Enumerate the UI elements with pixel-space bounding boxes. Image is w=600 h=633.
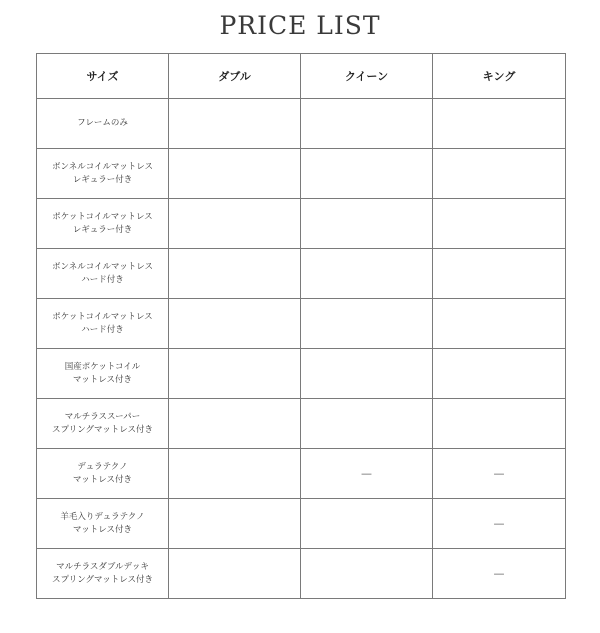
price-cell-double bbox=[169, 449, 301, 499]
price-cell-queen bbox=[301, 399, 433, 449]
table-row bbox=[37, 99, 566, 149]
price-cell-double bbox=[169, 399, 301, 449]
price-cell-double bbox=[169, 149, 301, 199]
row-label bbox=[37, 449, 169, 499]
header-size: サイズ bbox=[37, 54, 169, 99]
row-label bbox=[37, 349, 169, 399]
price-cell-queen: — bbox=[301, 449, 433, 499]
table-row bbox=[37, 299, 566, 349]
price-cell-queen bbox=[301, 299, 433, 349]
row-label bbox=[37, 149, 169, 199]
row-label-line: ボンネルコイルマットレス bbox=[52, 261, 153, 272]
header-queen: クイーン bbox=[301, 54, 433, 99]
row-label-line: スプリングマットレス付き bbox=[52, 574, 153, 585]
header-double: ダブル bbox=[169, 54, 301, 99]
row-label-line: フレームのみ bbox=[77, 118, 128, 128]
price-cell-double bbox=[169, 199, 301, 249]
price-cell-queen bbox=[301, 249, 433, 299]
price-cell-king bbox=[433, 299, 566, 349]
price-cell-king: — bbox=[433, 549, 566, 599]
row-label-line: ボンネルコイルマットレス bbox=[52, 161, 153, 172]
price-cell-double bbox=[169, 249, 301, 299]
row-label-line: レギュラー付き bbox=[72, 224, 133, 235]
row-label-line: ハード付き bbox=[81, 324, 124, 335]
price-cell-king bbox=[433, 349, 566, 399]
header-king: キング bbox=[433, 54, 566, 99]
page-title: PRICE LIST bbox=[219, 11, 381, 40]
price-cell-queen bbox=[301, 349, 433, 399]
price-cell-queen bbox=[301, 149, 433, 199]
price-cell-king: — bbox=[433, 449, 566, 499]
row-label bbox=[37, 99, 169, 149]
row-label bbox=[37, 499, 169, 549]
price-cell-double bbox=[169, 349, 301, 399]
row-label-line: ハード付き bbox=[81, 274, 124, 285]
row-label bbox=[37, 399, 169, 449]
row-label-line: ポケットコイルマットレス bbox=[52, 211, 153, 222]
row-label-line: マルチラススーパー bbox=[64, 411, 141, 422]
price-cell-king bbox=[433, 249, 566, 299]
table-row bbox=[37, 149, 566, 199]
price-cell-king bbox=[433, 99, 566, 149]
table-row bbox=[37, 549, 566, 599]
table-row bbox=[37, 199, 566, 249]
row-label-line: レギュラー付き bbox=[72, 174, 133, 185]
table-row bbox=[37, 349, 566, 399]
row-label-line: スプリングマットレス付き bbox=[52, 424, 153, 435]
row-label-line: マットレス付き bbox=[73, 524, 132, 535]
price-cell-king: — bbox=[433, 499, 566, 549]
table-row bbox=[37, 499, 566, 549]
price-cell-double bbox=[169, 99, 301, 149]
price-cell-king bbox=[433, 149, 566, 199]
header-row bbox=[37, 54, 566, 99]
row-label-line: マルチラスダブルデッキ bbox=[56, 561, 149, 572]
price-cell-king bbox=[433, 399, 566, 449]
table-row bbox=[37, 449, 566, 499]
table-row bbox=[37, 249, 566, 299]
row-label-line: ポケットコイルマットレス bbox=[52, 311, 153, 322]
price-cell-queen bbox=[301, 99, 433, 149]
row-label bbox=[37, 549, 169, 599]
price-cell-queen bbox=[301, 549, 433, 599]
row-label bbox=[37, 299, 169, 349]
row-label-line: デュラテクノ bbox=[77, 461, 128, 472]
price-cell-king bbox=[433, 199, 566, 249]
row-label bbox=[37, 199, 169, 249]
price-cell-double bbox=[169, 549, 301, 599]
row-label-line: マットレス付き bbox=[73, 474, 132, 485]
table-row bbox=[37, 399, 566, 449]
price-cell-double bbox=[169, 499, 301, 549]
row-label-line: 国産ポケットコイル bbox=[64, 361, 141, 372]
price-cell-double bbox=[169, 299, 301, 349]
row-label-line: 羊毛入りデュラテクノ bbox=[60, 511, 145, 522]
row-label bbox=[37, 249, 169, 299]
row-label-line: マットレス付き bbox=[73, 374, 132, 385]
price-table bbox=[36, 53, 566, 599]
price-cell-queen bbox=[301, 199, 433, 249]
price-cell-queen bbox=[301, 499, 433, 549]
